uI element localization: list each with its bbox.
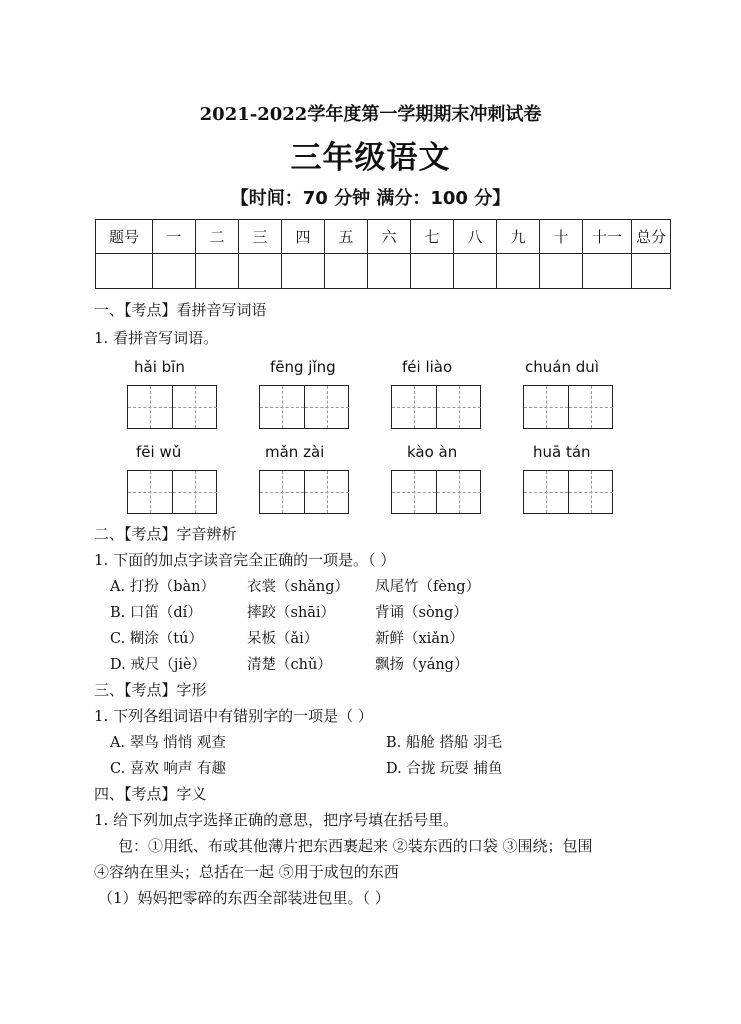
score-cell[interactable] <box>411 254 454 289</box>
score-header-cell: 题号 <box>96 220 153 254</box>
writing-grid[interactable] <box>127 385 217 429</box>
option-a-1: A. 打扮（bàn） <box>110 579 215 595</box>
score-header-cell: 六 <box>368 220 411 254</box>
writing-grid[interactable] <box>523 470 613 514</box>
score-cell[interactable] <box>632 254 671 289</box>
score-cell[interactable] <box>153 254 196 289</box>
writing-grid[interactable] <box>127 470 217 514</box>
score-header-cell: 二 <box>196 220 239 254</box>
writing-grid[interactable] <box>523 385 613 429</box>
pinyin-label: kào àn <box>407 443 458 461</box>
pinyin-label: fēi wǔ <box>136 443 182 461</box>
score-cell[interactable] <box>282 254 325 289</box>
writing-grid[interactable] <box>391 470 481 514</box>
section-1-question: 1. 看拼音写词语。 <box>94 329 219 347</box>
score-cell[interactable] <box>368 254 411 289</box>
score-cell[interactable] <box>583 254 632 289</box>
definition-line-2: ④容纳在里头；总括在一起 ⑤用于成包的东西 <box>94 863 399 881</box>
option-c-2: 呆板（ǎi） <box>247 631 319 647</box>
section-3-heading: 三、【考点】字形 <box>94 681 207 699</box>
option-b: B. 船舱 搭船 羽毛 <box>386 735 503 751</box>
score-cell[interactable] <box>96 254 153 289</box>
score-header-cell: 十 <box>540 220 583 254</box>
option-c-3: 新鲜（xiǎn） <box>375 631 464 647</box>
exam-title: 2021-2022学年度第一学期期末冲刺试卷 <box>199 104 542 125</box>
option-b-2: 摔跤（shāi） <box>247 605 336 621</box>
score-header-cell: 十一 <box>583 220 632 254</box>
score-header-cell: 七 <box>411 220 454 254</box>
pinyin-label: huā tán <box>533 443 591 461</box>
section-2-question: 1. 下面的加点字读音完全正确的一项是。（ ） <box>94 551 396 569</box>
score-header-cell: 四 <box>282 220 325 254</box>
section-2-heading: 二、【考点】字音辨析 <box>94 525 237 543</box>
exam-subject: 三年级语文 <box>290 140 451 176</box>
writing-grid[interactable] <box>391 385 481 429</box>
score-cell[interactable] <box>239 254 282 289</box>
option-a-3: 凤尾竹（fèng） <box>375 579 481 595</box>
section-4-heading: 四、【考点】字义 <box>94 785 207 803</box>
score-table-header-row <box>96 220 671 254</box>
section-1-heading: 一、【考点】看拼音写词语 <box>94 301 267 319</box>
sub-question-1: （1）妈妈把零碎的东西全部装进包里。（ ） <box>98 889 390 907</box>
pinyin-label: fēng jǐng <box>270 358 336 376</box>
pinyin-label: chuán duì <box>525 358 599 376</box>
option-a-2: 衣裳（shǎng） <box>247 579 350 595</box>
exam-info: 【时间：70 分钟 满分：100 分】 <box>230 188 511 209</box>
pinyin-label: hǎi bīn <box>134 358 185 376</box>
score-cell[interactable] <box>497 254 540 289</box>
writing-grid[interactable] <box>259 385 349 429</box>
option-b-3: 背诵（sòng） <box>375 605 468 621</box>
option-c-1: C. 糊涂（tú） <box>110 631 203 647</box>
pinyin-label: féi liào <box>402 358 453 376</box>
score-cell[interactable] <box>196 254 239 289</box>
option-d-1: D. 戒尺（jiè） <box>110 657 207 673</box>
score-header-cell: 八 <box>454 220 497 254</box>
score-table <box>95 219 671 289</box>
score-header-cell: 一 <box>153 220 196 254</box>
option-c: C. 喜欢 响声 有趣 <box>110 761 227 777</box>
definition-line-1: 包：①用纸、布或其他薄片把东西裹起来 ②装东西的口袋 ③围绕；包围 <box>118 837 593 855</box>
score-cell[interactable] <box>540 254 583 289</box>
score-header-cell: 五 <box>325 220 368 254</box>
score-header-cell: 三 <box>239 220 282 254</box>
option-d-3: 飘扬（yáng） <box>375 657 469 673</box>
score-header-cell: 总分 <box>632 220 671 254</box>
option-d-2: 清楚（chǔ） <box>247 657 332 673</box>
section-4-question: 1. 给下列加点字选择正确的意思，把序号填在括号里。 <box>94 811 459 829</box>
score-header-cell: 九 <box>497 220 540 254</box>
score-cell[interactable] <box>325 254 368 289</box>
score-cell[interactable] <box>454 254 497 289</box>
pinyin-label: mǎn zài <box>265 443 325 461</box>
option-d: D. 合拢 玩耍 捕鱼 <box>386 761 503 777</box>
option-b-1: B. 口笛（dí） <box>110 605 202 621</box>
option-a: A. 翠鸟 悄悄 观查 <box>110 735 226 751</box>
section-3-question: 1. 下列各组词语中有错别字的一项是（ ） <box>94 707 373 725</box>
writing-grid[interactable] <box>259 470 349 514</box>
score-table-blank-row <box>96 254 671 289</box>
